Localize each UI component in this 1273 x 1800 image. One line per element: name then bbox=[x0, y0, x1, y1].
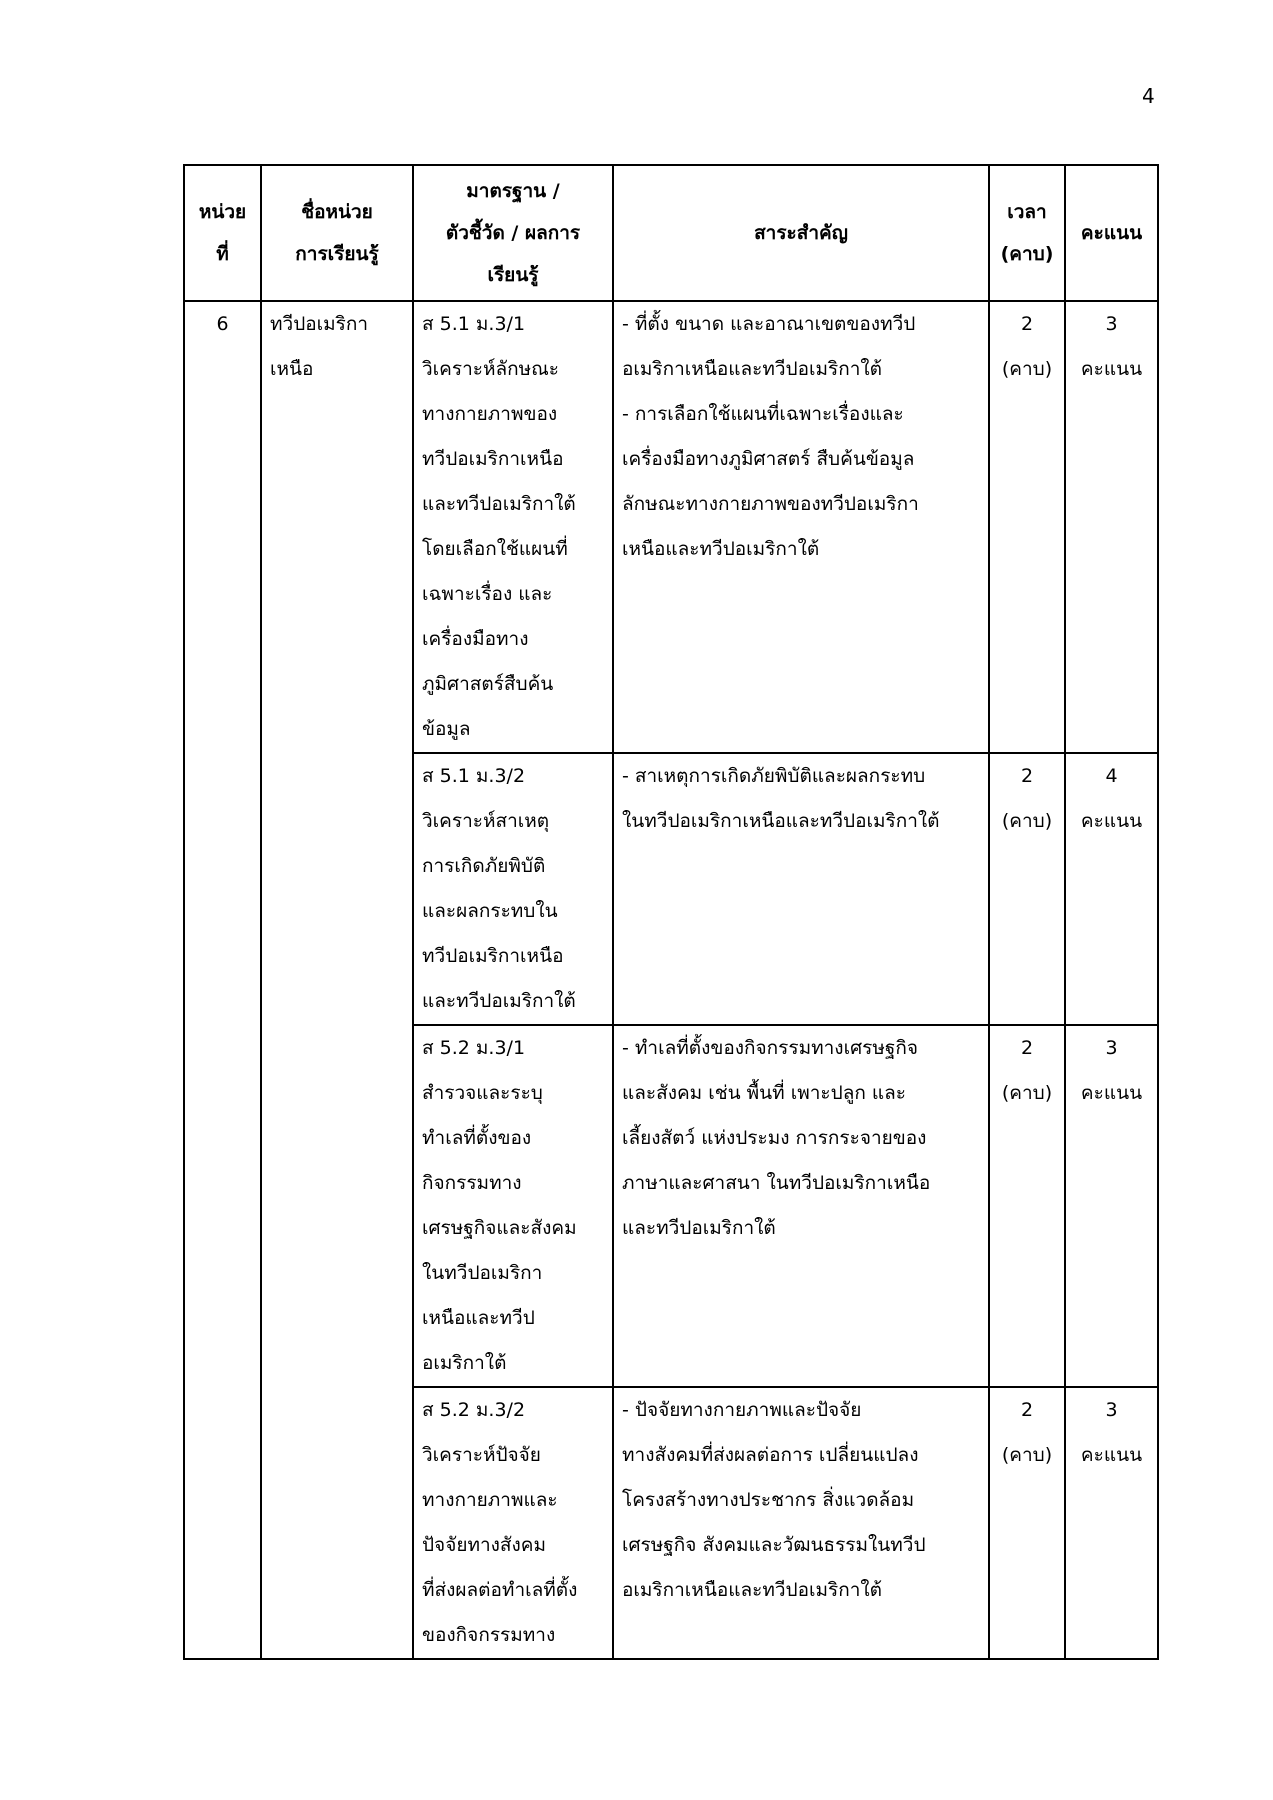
text-line: วิเคราะห์สาเหตุ bbox=[422, 810, 550, 832]
text-line: 3 bbox=[1105, 1399, 1118, 1421]
text-line: ข้อมูล bbox=[422, 718, 471, 740]
text-line: เรียนรู้ bbox=[487, 264, 539, 286]
text-line: - ทำเลที่ตั้งของกิจกรรมทางเศรษฐกิจ bbox=[622, 1037, 918, 1059]
text-line: ทวีปอเมริกา bbox=[270, 313, 369, 335]
header-unit-number bbox=[184, 165, 261, 301]
text-line: 2 bbox=[1020, 1399, 1034, 1421]
standard-cell bbox=[413, 301, 613, 753]
text-line: ทวีปอเมริกาเหนือ bbox=[422, 448, 564, 470]
text-line: ภาษาและศาสนา ในทวีปอเมริกาเหนือ bbox=[622, 1172, 931, 1194]
text-line: (คาบ) bbox=[1001, 358, 1053, 380]
text-line: วิเคราะห์ปัจจัย bbox=[422, 1444, 541, 1466]
text-line: เหนือ bbox=[270, 358, 314, 380]
text-line: ในทวีปอเมริกาเหนือและทวีปอเมริกาใต้ bbox=[622, 810, 940, 832]
header-unit-name bbox=[261, 165, 413, 301]
page-number: 4 bbox=[1142, 84, 1155, 108]
text-line: 3 bbox=[1105, 313, 1118, 335]
text-line: ในทวีปอเมริกา bbox=[422, 1262, 543, 1284]
text-line: คะแนน bbox=[1080, 1082, 1143, 1104]
text-line: เฉพาะเรื่อง และ bbox=[422, 583, 553, 605]
text-line: เหนือและทวีป bbox=[422, 1307, 535, 1329]
text-line: และทวีปอเมริกาใต้ bbox=[422, 493, 576, 515]
text-line: 4 bbox=[1105, 765, 1118, 787]
time-cell bbox=[989, 301, 1065, 753]
text-line: ของกิจกรรมทาง bbox=[422, 1624, 556, 1646]
key-content-cell bbox=[613, 753, 989, 1025]
text-line: และทวีปอเมริกาใต้ bbox=[422, 990, 576, 1012]
text-line: มาตรฐาน / bbox=[466, 180, 560, 202]
text-line: อเมริกาเหนือและทวีปอเมริกาใต้ bbox=[622, 1579, 882, 1601]
text-line: ทางสังคมที่ส่งผลต่อการ เปลี่ยนแปลง bbox=[622, 1444, 919, 1466]
text-line: สำรวจและระบุ bbox=[422, 1082, 543, 1104]
text-line: คะแนน bbox=[1080, 222, 1143, 244]
key-content-cell bbox=[613, 1387, 989, 1659]
text-line: ที่ bbox=[216, 243, 229, 265]
text-line: - ปัจจัยทางกายภาพและปัจจัย bbox=[622, 1399, 862, 1421]
text-line: อเมริกาเหนือและทวีปอเมริกาใต้ bbox=[622, 358, 882, 380]
text-line: - การเลือกใช้แผนที่เฉพาะเรื่องและ bbox=[622, 403, 904, 425]
text-line: เวลา bbox=[1007, 201, 1047, 223]
unit-table bbox=[183, 164, 1159, 1660]
time-cell bbox=[989, 1025, 1065, 1387]
text-line: 2 bbox=[1020, 313, 1034, 335]
text-line: คะแนน bbox=[1080, 810, 1143, 832]
text-line: (คาบ) bbox=[1001, 810, 1053, 832]
standard-cell bbox=[413, 1387, 613, 1659]
text-line: ปัจจัยทางสังคม bbox=[422, 1534, 547, 1556]
text-line: การเกิดภัยพิบัติ bbox=[422, 855, 546, 877]
score-cell bbox=[1065, 301, 1158, 753]
unit-name bbox=[261, 301, 413, 1659]
text-line: ภูมิศาสตร์สืบค้น bbox=[422, 673, 554, 695]
text-line: 2 bbox=[1020, 1037, 1034, 1059]
header-standard bbox=[413, 165, 613, 301]
text-line: สาระสำคัญ bbox=[754, 222, 848, 244]
time-cell bbox=[989, 753, 1065, 1025]
score-cell bbox=[1065, 1025, 1158, 1387]
key-content-cell bbox=[613, 1025, 989, 1387]
text-line: ส 5.2 ม.3/2 bbox=[422, 1399, 526, 1421]
text-line: ตัวชี้วัด / ผลการ bbox=[445, 222, 581, 244]
text-line: (คาบ) bbox=[1000, 243, 1054, 265]
standard-cell bbox=[413, 753, 613, 1025]
text-line: ส 5.2 ม.3/1 bbox=[422, 1037, 526, 1059]
standard-cell bbox=[413, 1025, 613, 1387]
text-line: ส 5.1 ม.3/2 bbox=[422, 765, 526, 787]
text-line: โดยเลือกใช้แผนที่ bbox=[422, 538, 568, 560]
score-cell bbox=[1065, 753, 1158, 1025]
unit-number: 6 bbox=[184, 301, 261, 1659]
text-line: เศรษฐกิจ สังคมและวัฒนธรรมในทวีป bbox=[622, 1534, 926, 1556]
text-line: 2 bbox=[1020, 765, 1034, 787]
text-line: และผลกระทบใน bbox=[422, 900, 558, 922]
text-line: และทวีปอเมริกาใต้ bbox=[622, 1217, 776, 1239]
text-line: (คาบ) bbox=[1001, 1082, 1053, 1104]
text-line: เครื่องมือทาง bbox=[422, 628, 529, 650]
text-line: เศรษฐกิจและสังคม bbox=[422, 1217, 577, 1239]
text-line: เลี้ยงสัตว์ แห่งประมง การกระจายของ bbox=[622, 1127, 927, 1149]
header-time bbox=[989, 165, 1065, 301]
text-line: อเมริกาใต้ bbox=[422, 1352, 507, 1374]
text-line: วิเคราะห์ลักษณะ bbox=[422, 358, 559, 380]
text-line: ลักษณะทางกายภาพของทวีปอเมริกา bbox=[622, 493, 919, 515]
score-cell bbox=[1065, 1387, 1158, 1659]
text-line: ทำเลที่ตั้งของ bbox=[422, 1127, 532, 1149]
text-line: - ที่ตั้ง ขนาด และอาณาเขตของทวีป bbox=[622, 313, 916, 335]
text-line: ส 5.1 ม.3/1 bbox=[422, 313, 526, 335]
header-key-content bbox=[613, 165, 989, 301]
header-score bbox=[1065, 165, 1158, 301]
text-line: ทางกายภาพและ bbox=[422, 1489, 558, 1511]
text-line: - สาเหตุการเกิดภัยพิบัติและผลกระทบ bbox=[622, 765, 926, 787]
text-line: 3 bbox=[1105, 1037, 1118, 1059]
text-line: กิจกรรมทาง bbox=[422, 1172, 522, 1194]
text-line: การเรียนรู้ bbox=[295, 243, 379, 265]
key-content-cell bbox=[613, 301, 989, 753]
text-line: เหนือและทวีปอเมริกาใต้ bbox=[622, 538, 820, 560]
text-line: คะแนน bbox=[1080, 1444, 1143, 1466]
text-line: ที่ส่งผลต่อทำเลที่ตั้ง bbox=[422, 1579, 578, 1601]
table-row bbox=[184, 301, 1158, 753]
table-header-row bbox=[184, 165, 1158, 301]
time-cell bbox=[989, 1387, 1065, 1659]
text-line: ทวีปอเมริกาเหนือ bbox=[422, 945, 564, 967]
text-line: เครื่องมือทางภูมิศาสตร์ สืบค้นข้อมูล bbox=[622, 448, 915, 470]
text-line: โครงสร้างทางประชากร สิ่งแวดล้อม bbox=[622, 1489, 915, 1511]
text-line: ชื่อหน่วย bbox=[301, 201, 373, 223]
text-line: และสังคม เช่น พื้นที่ เพาะปลูก และ bbox=[622, 1082, 906, 1104]
text-line: ทางกายภาพของ bbox=[422, 403, 558, 425]
text-line: คะแนน bbox=[1080, 358, 1143, 380]
text-line: (คาบ) bbox=[1001, 1444, 1053, 1466]
text-line: หน่วย bbox=[198, 201, 247, 223]
